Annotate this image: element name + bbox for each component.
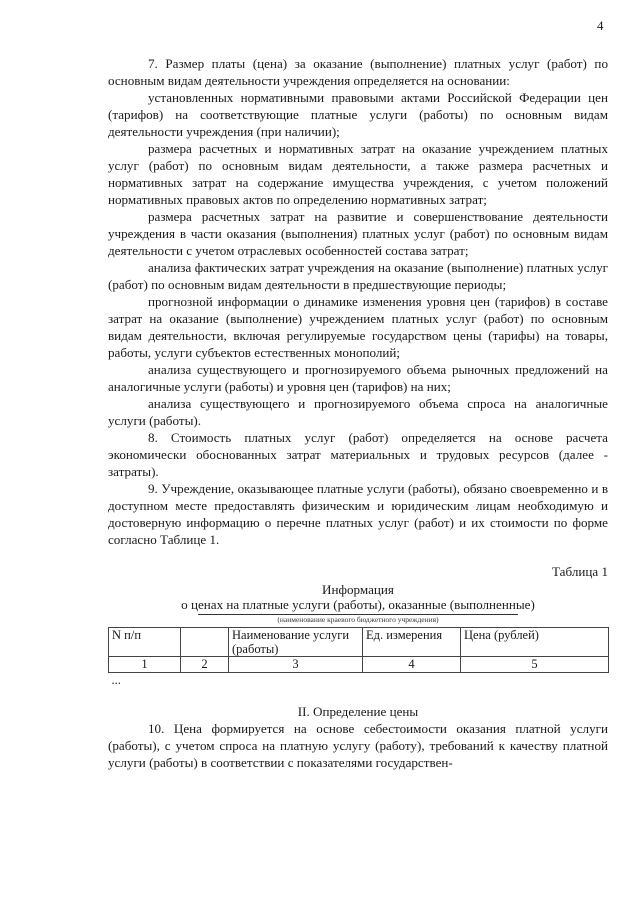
- table-caption: [108, 582, 608, 612]
- list-item: анализа существующего и прогнозируемого объема спроса на аналогичные услуги (работы).: [108, 396, 608, 428]
- continuation-mark: ...: [109, 673, 181, 688]
- list-item: анализа существующего и прогнозируемого объема рыночных предложений на аналогичные услуги (работы) и уровня цен (тарифов) на них;: [108, 362, 608, 394]
- price-table: [108, 627, 609, 687]
- paragraph-9: 9. Учреждение, оказывающее платные услуги (работы), обязано своевременно и в доступном месте предоставлять физическим и юридическим лицам необходимую и достоверную информацию о перечне платных услуг (работ) и их стоимости по форме согласно Таблице 1.: [108, 481, 608, 547]
- table-continuation-row: [109, 673, 609, 688]
- paragraph-8: 8. Стоимость платных услуг (работ) определяется на основе расчета экономически обоснованных затрат материальных и трудовых ресурсов (далее - затраты).: [108, 430, 608, 479]
- caption-title: Информация: [322, 582, 394, 597]
- table-cell: 4: [363, 657, 461, 673]
- list-item: размера расчетных затрат на развитие и совершенствование деятельности учреждения в части оказания (выполнения) платных услуг (работ) по основным видам деятельности с учетом отраслевых особенностей состава затрат;: [108, 209, 608, 258]
- table-label: Таблица 1: [552, 564, 608, 579]
- table-row: [109, 657, 609, 673]
- table-header-row: [109, 628, 609, 657]
- table-cell: 5: [461, 657, 609, 673]
- list-item: прогнозной информации о динамике изменения уровня цен (тарифов) в составе затрат на оказание (выполнение) учреждением платных услуг (работ) по основным видам деятельности, включая регулируемые государством цены (тарифы) на товары, работы, услуги субъектов естественных монополий;: [108, 294, 608, 360]
- list-item: установленных нормативными правовыми актами Российской Федерации цен (тарифов) на соответствующие платные услуги (работы) по основным видам деятельности учреждения (при наличии);: [108, 90, 608, 139]
- header-cell-empty: [181, 628, 229, 657]
- caption-subtitle: о ценах на платные услуги (работы), оказанные (выполненные): [181, 597, 535, 612]
- document-body: [108, 55, 608, 771]
- table-cell: 2: [181, 657, 229, 673]
- paragraph-7: 7. Размер платы (цена) за оказание (выполнение) платных услуг (работ) по основным видам деятельности учреждения определяется на основании:: [108, 56, 608, 88]
- section-title: II. Определение цены: [297, 704, 419, 719]
- header-cell-service-name: Наименование услуги (работы): [229, 628, 363, 657]
- page-number: 4: [597, 18, 604, 33]
- header-cell-number: N п/п: [109, 628, 181, 657]
- table-cell: 3: [229, 657, 363, 673]
- header-cell-unit: Ед. измерения: [363, 628, 461, 657]
- list-item: анализа фактических затрат учреждения на оказание (выполнение) платных услуг (работ) по основным видам деятельности в предшествующие периоды;: [108, 260, 608, 292]
- header-cell-price: Цена (рублей): [461, 628, 609, 657]
- paragraph-10: 10. Цена формируется на основе себестоимости оказания платной услуги (работы), с учетом спроса на платную услугу (работу), требований к качеству платной услуги (работы) в соответствии с показателями государствен-: [108, 721, 608, 770]
- org-name-placeholder: (наименование краевого бюджетного учреждения): [198, 614, 518, 624]
- table-cell: 1: [109, 657, 181, 673]
- list-item: размера расчетных и нормативных затрат на оказание учреждением платных услуг (работ) по основным видам деятельности, а также размера расчетных и нормативных затрат на содержание имущества учреждения, с учетом положений нормативных правовых актов по определению нормативных затрат;: [108, 141, 608, 207]
